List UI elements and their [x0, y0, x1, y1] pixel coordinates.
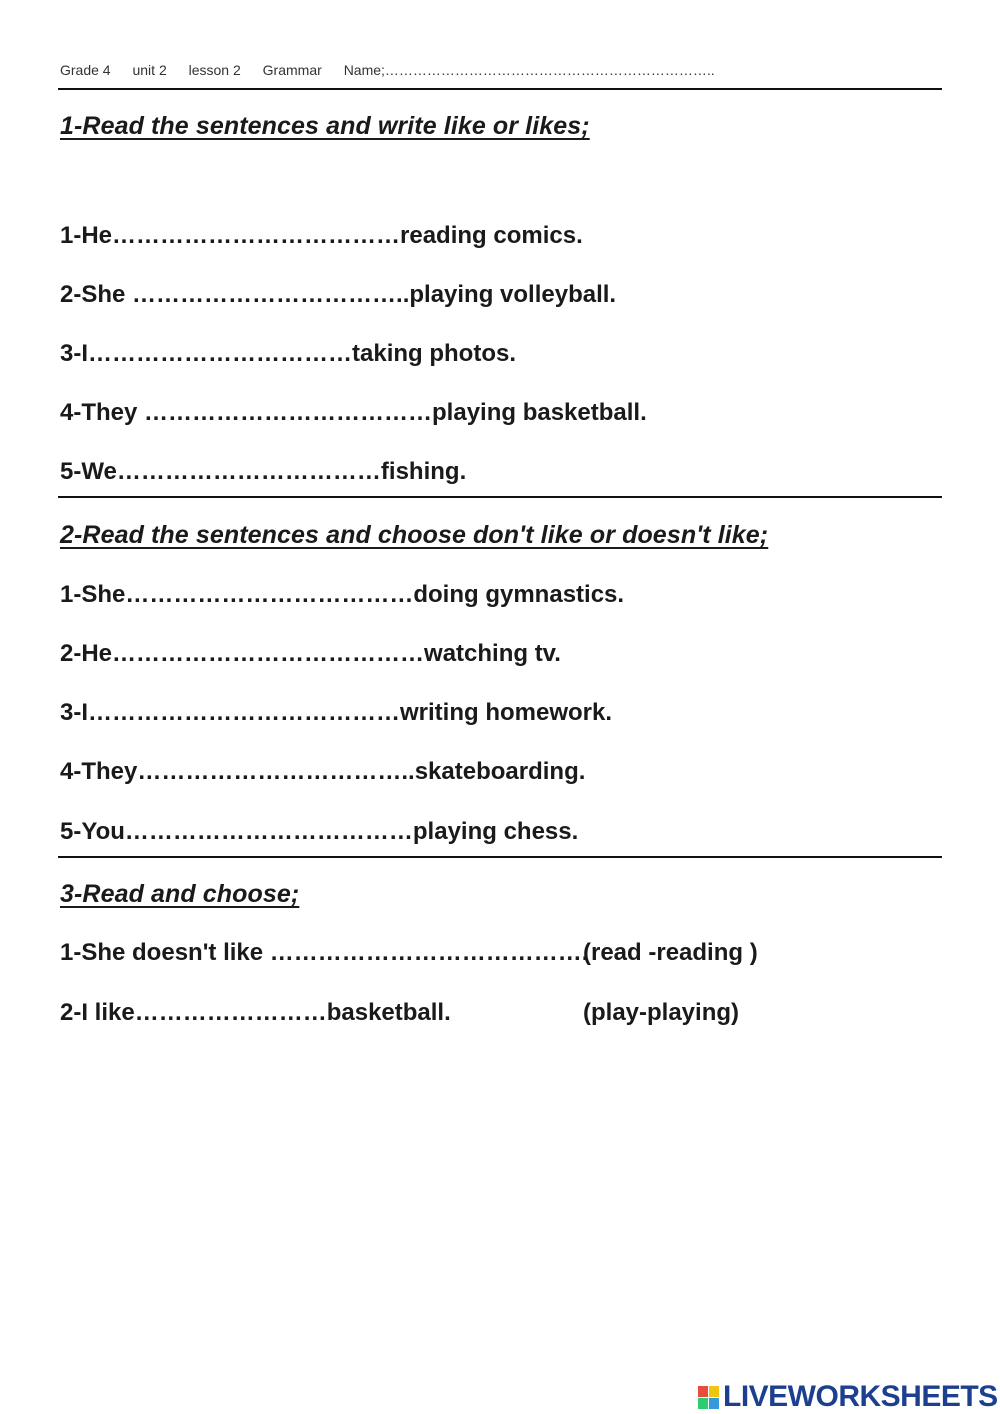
- section-1-item[interactable]: 3-I……………………………taking photos.: [60, 340, 516, 367]
- section-2-item[interactable]: 2-He…………………………………watching tv.: [60, 640, 561, 667]
- logo-square-2: [709, 1386, 719, 1397]
- section-2-item[interactable]: 3-I…………………………………writing homework.: [60, 699, 613, 726]
- section-2-item[interactable]: 4-They……………………………..skateboarding.: [60, 758, 586, 785]
- section-3-hint: (read -reading ): [583, 939, 758, 966]
- section-3-item[interactable]: 2-I like……………………basketball.: [60, 999, 451, 1026]
- grade-label: Grade 4: [60, 62, 111, 78]
- section-2-item[interactable]: 1-She………………………………doing gymnastics.: [60, 581, 625, 608]
- logo-text: LIVEWORKSHEETS: [723, 1380, 998, 1413]
- lesson-label: lesson 2: [188, 62, 241, 78]
- worksheet-header: [60, 62, 733, 78]
- liveworksheets-logo: [698, 1380, 998, 1414]
- logo-icon: [698, 1386, 719, 1409]
- topic-label: Grammar: [262, 62, 322, 78]
- logo-square-3: [698, 1398, 708, 1409]
- section-1-item[interactable]: 5-We……………………………fishing.: [60, 458, 467, 485]
- logo-square-1: [698, 1386, 708, 1397]
- name-field[interactable]: Name;……………………………………………………………..: [343, 62, 715, 78]
- section-3-title: 3-Read and choose;: [60, 880, 300, 908]
- section-3-hint: (play-playing): [583, 999, 740, 1026]
- section-1-divider: [58, 496, 942, 498]
- section-2-divider: [58, 856, 942, 858]
- section-1-title: 1-Read the sentences and write like or likes;: [60, 112, 590, 140]
- section-1-item[interactable]: 2-She ……………………………..playing volleyball.: [60, 281, 617, 308]
- section-2-title: 2-Read the sentences and choose don't like or doesn't like;: [60, 521, 769, 549]
- header-divider: [58, 88, 942, 90]
- section-2-item[interactable]: 5-You………………………………playing chess.: [60, 818, 579, 845]
- unit-label: unit 2: [132, 62, 167, 78]
- section-1-item[interactable]: 1-He………………………………reading comics.: [60, 222, 583, 249]
- section-1-item[interactable]: 4-They ………………………………playing basketball.: [60, 399, 647, 426]
- section-3-item[interactable]: 1-She doesn't like ………………………………….: [60, 939, 589, 966]
- logo-square-4: [709, 1398, 719, 1409]
